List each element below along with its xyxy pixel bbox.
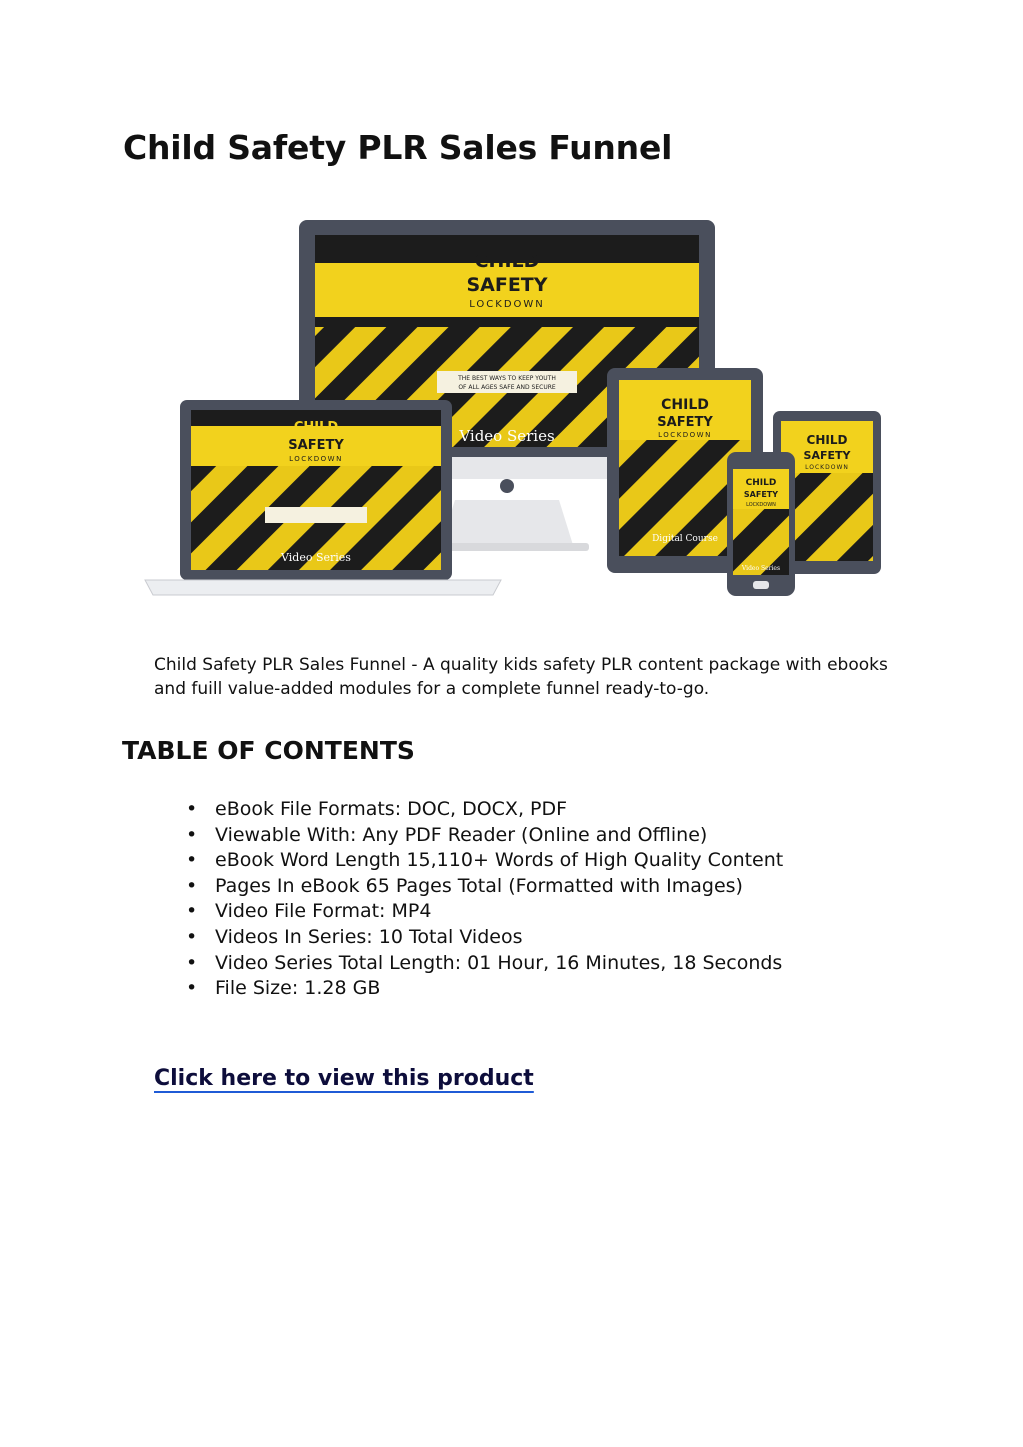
list-item — [186, 874, 783, 900]
bullet-icon: • — [186, 951, 198, 974]
list-item — [186, 899, 783, 925]
list-item — [186, 823, 783, 849]
tablet-title-child: CHILD — [661, 397, 709, 413]
bullet-icon: • — [186, 977, 198, 1000]
list-item-text: eBook File Formats: DOC, DOCX, PDF — [215, 798, 568, 820]
list-item — [186, 976, 783, 1002]
phone-footer-text: Video Series — [741, 565, 781, 572]
bullet-icon: • — [186, 798, 198, 820]
bullet-icon: • — [186, 900, 198, 923]
list-item-text: Pages In eBook 65 Pages Total (Formatted with Images) — [215, 874, 743, 897]
list-item-text: Video Series Total Length: 01 Hour, 16 Minutes, 18 Seconds — [215, 951, 783, 974]
view-product-link[interactable]: Click here to view this product — [154, 1066, 534, 1091]
list-item-text: Viewable With: Any PDF Reader (Online and Offline) — [215, 823, 708, 846]
monitor-title-lockdown: LOCKDOWN — [469, 299, 545, 310]
bullet-icon: • — [186, 925, 198, 948]
toc-heading: TABLE OF CONTENTS — [122, 736, 415, 765]
intro-paragraph: Child Safety PLR Sales Funnel - A quality kids safety PLR content package with ebooks and fuill value-added modules for a complete funnel ready-to-go. — [154, 655, 888, 699]
bullet-icon: • — [186, 874, 198, 897]
monitor-tagline-1: THE BEST WAYS TO KEEP YOUTH — [458, 375, 556, 382]
phone-title-lockdown: LOCKDOWN — [746, 502, 776, 508]
laptop-footer-text: Video Series — [281, 551, 351, 564]
tablet-title-safety: SAFETY — [657, 415, 713, 430]
toc-list — [186, 797, 783, 1002]
list-item — [186, 951, 783, 977]
list-item-text: File Size: 1.28 GB — [215, 977, 381, 1000]
list-item-text: Video File Format: MP4 — [215, 900, 432, 923]
list-item — [186, 848, 783, 874]
small-tablet-title-safety: SAFETY — [803, 449, 851, 462]
small-tablet-title-child: CHILD — [806, 433, 848, 447]
laptop-title-safety: SAFETY — [288, 438, 344, 453]
monitor-title-safety: SAFETY — [466, 274, 548, 296]
laptop-title-child: CHILD — [293, 420, 339, 435]
monitor-footer-text: Video Series — [459, 427, 555, 445]
list-item-text: eBook Word Length 15,110+ Words of High Quality Content — [215, 849, 784, 872]
laptop-mockup — [145, 400, 501, 595]
tablet-footer-text: Digital Course — [652, 534, 718, 544]
bullet-icon: • — [186, 849, 198, 872]
laptop-title-lockdown: LOCKDOWN — [289, 455, 343, 463]
phone-title-safety: SAFETY — [743, 490, 779, 499]
list-item — [186, 797, 783, 823]
product-mockup-image — [125, 215, 895, 605]
list-item — [186, 925, 783, 951]
phone-title-child: CHILD — [745, 478, 777, 488]
monitor-title-child: CHILD — [474, 250, 540, 272]
bullet-icon: • — [186, 823, 198, 846]
page-title: Child Safety PLR Sales Funnel — [123, 128, 673, 167]
tablet-title-lockdown: LOCKDOWN — [658, 431, 712, 439]
monitor-tagline-2: OF ALL AGES SAFE AND SECURE — [458, 384, 556, 391]
small-tablet-title-lockdown: LOCKDOWN — [805, 464, 849, 471]
phone-mockup — [727, 452, 795, 596]
list-item-text: Videos In Series: 10 Total Videos — [215, 925, 523, 948]
